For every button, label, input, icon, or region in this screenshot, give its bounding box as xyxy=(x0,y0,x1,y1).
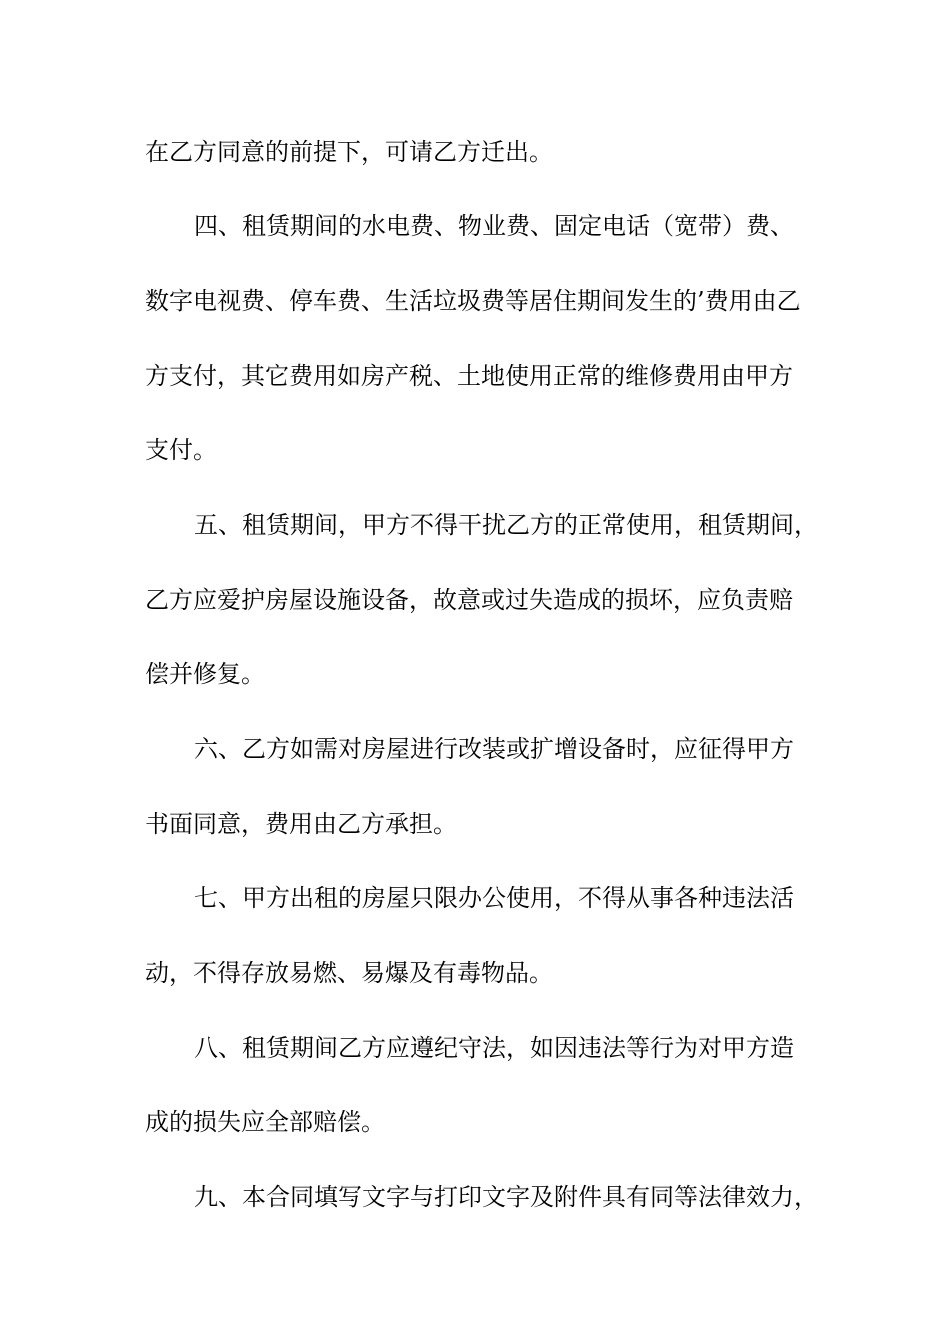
text-line xyxy=(0,809,950,839)
text-line-content: 支付。 xyxy=(145,436,217,464)
text-line xyxy=(0,585,950,615)
text-line xyxy=(0,211,950,241)
text-line-content: 方支付，其它费用如房产税、土地使用正常的维修费用由甲方 xyxy=(145,362,793,390)
text-line-content: 在乙方同意的前提下，可请乙方迁出。 xyxy=(145,138,553,166)
text-line-content: 七、甲方出租的房屋只限办公使用，不得从事各种违法活 xyxy=(194,884,794,912)
text-line-content: 四、租赁期间的水电费、物业费、固定电话（宽带）费、 xyxy=(194,212,794,240)
text-line xyxy=(0,883,950,913)
text-line xyxy=(0,1107,950,1137)
text-line xyxy=(0,958,950,988)
text-line-content: 书面同意，费用由乙方承担。 xyxy=(145,810,457,838)
text-line xyxy=(0,1033,950,1063)
text-line-content: 动，不得存放易燃、易爆及有毒物品。 xyxy=(145,959,553,987)
text-line xyxy=(0,734,950,764)
text-line xyxy=(0,1182,950,1212)
text-line xyxy=(0,361,950,391)
text-line-content: 成的损失应全部赔偿。 xyxy=(145,1108,385,1136)
text-line xyxy=(0,286,950,316)
text-line xyxy=(0,659,950,689)
text-line-content: 九、本合同填写文字与打印文字及附件具有同等法律效力， xyxy=(194,1183,818,1211)
text-line-content: 六、乙方如需对房屋进行改装或扩增设备时，应征得甲方 xyxy=(194,735,794,763)
text-line-content: 偿并修复。 xyxy=(145,660,265,688)
text-line xyxy=(0,510,950,540)
text-line-content: 数字电视费、停车费、生活垃圾费等居住期间发生的’费用由乙 xyxy=(145,287,801,315)
text-line-content: 八、租赁期间乙方应遵纪守法，如因违法等行为对甲方造 xyxy=(194,1034,794,1062)
text-line xyxy=(0,137,950,167)
text-line-content: 乙方应爱护房屋设施设备，故意或过失造成的损坏，应负责赔 xyxy=(145,586,793,614)
text-line xyxy=(0,435,950,465)
text-line-content: 五、租赁期间，甲方不得干扰乙方的正常使用，租赁期间， xyxy=(194,511,818,539)
